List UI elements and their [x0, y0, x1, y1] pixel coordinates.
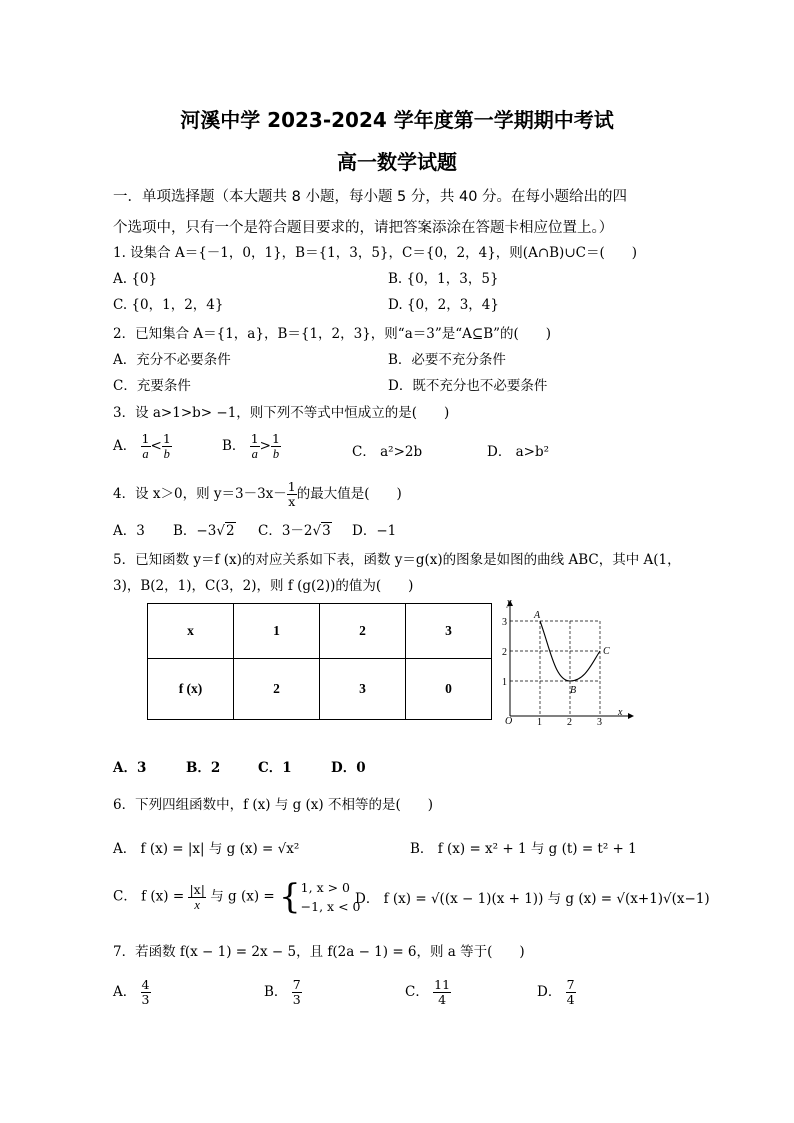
exam-subtitle: 高一数学试题: [337, 150, 457, 174]
table-cell: 0: [406, 659, 492, 720]
grid-lines: [510, 621, 600, 716]
x-tick-label: 1: [537, 717, 542, 726]
q2-option-d: D．既不充分也不必要条件: [388, 378, 548, 394]
point-a-label: A: [534, 610, 541, 621]
q7-option-a: A． $\frac{4}{3}$: [113, 977, 150, 1007]
q5-option-d: D．0: [331, 760, 366, 776]
q1-stem: 1. 设集合 A＝{－1，0，1}，B＝{1，3，5}，C＝{0，2，4}，则(A∩B)∪C＝( ): [113, 245, 637, 261]
q2-option-c: C．充要条件: [113, 378, 191, 394]
x-tick-label: 2: [567, 717, 572, 726]
q4-option-c: C．3－2√3: [258, 523, 331, 539]
q6-option-c: C． f (x) = $\frac{|x|}{x}$ 与 g (x) = { 1, x > 0 −1, x < 0: [113, 877, 361, 917]
q3-option-b: B． $\frac{1}{a}$ > $\frac{1}{b}$: [222, 431, 280, 461]
table-cell: 2: [234, 659, 320, 720]
q2-option-b: B．必要不充分条件: [388, 352, 506, 368]
y-tick-label: 2: [502, 647, 507, 658]
q6-option-d: D． f (x) = √((x − 1)(x + 1)) 与 g (x) = √(x+1)√(x−1): [355, 891, 710, 907]
q3-stem: 3．设 a>1>b> −1，则下列不等式中恒成立的是( ): [113, 405, 450, 421]
table-cell: f (x): [148, 659, 234, 720]
q6-stem: 6．下列四组函数中，f (x) 与 g (x) 不相等的是( ): [113, 797, 434, 813]
q7-option-b: B． $\frac{7}{3}$: [264, 977, 301, 1007]
y-tick-label: 1: [502, 677, 507, 688]
q1-option-b: B. {0，1，3，5}: [388, 271, 499, 287]
q2-stem: 2．已知集合 A＝{1，a}，B＝{1，2，3}，则“a＝3”是“A⊆B”的( ): [113, 326, 552, 342]
y-axis-label: y: [507, 598, 512, 608]
table-cell: 2: [320, 604, 406, 659]
q5-stem-line2: 3)，B(2，1)，C(3，2)，则 f (g(2))的值为( ): [113, 578, 414, 594]
table-cell: x: [148, 604, 234, 659]
table-row: [148, 659, 492, 720]
q3-option-d: D． a>b²: [487, 444, 550, 460]
q4-option-b: B．−3√2: [173, 523, 235, 539]
q4-stem: 4．设 x＞0，则 y＝3－3x－ $\frac{1}{x}$ 的最大值是( ): [113, 479, 402, 509]
q3-option-c: C． a²>2b: [352, 444, 423, 460]
q1-option-d: D. {0，2，3，4}: [388, 297, 499, 313]
table-cell: 1: [234, 604, 320, 659]
q2-option-a: A．充分不必要条件: [113, 352, 231, 368]
q1-option-a: A. {0}: [113, 271, 158, 287]
q6-option-b: B． f (x) = x² + 1 与 g (t) = t² + 1: [410, 841, 637, 857]
x-tick-label: 3: [597, 717, 602, 726]
x-axis-arrow-icon: [628, 713, 634, 719]
q5-option-c: C．1: [258, 760, 292, 776]
section-heading-line1: 一．单项选择题（本大题共 8 小题，每小题 5 分，共 40 分。在每小题给出的四: [113, 189, 628, 205]
q6-option-a: A． f (x) = |x| 与 g (x) = √x²: [113, 841, 300, 857]
q5-graph: [500, 598, 635, 726]
origin-label: O: [505, 716, 513, 726]
point-c-label: C: [603, 646, 610, 657]
q7-stem: 7．若函数 f(x − 1) = 2x − 5，且 f(2a − 1) = 6，则 a 等于( ): [113, 944, 525, 960]
x-axis-label: x: [618, 707, 623, 718]
q7-option-d: D． $\frac{7}{4}$: [537, 977, 575, 1007]
q5-function-table: [147, 603, 492, 720]
q5-option-b: B．2: [186, 760, 221, 776]
y-tick-label: 3: [502, 617, 507, 628]
exam-title: 河溪中学 2023-2024 学年度第一学期期中考试: [180, 108, 614, 132]
q5-stem-line1: 5．已知函数 y＝f (x)的对应关系如下表，函数 y＝g(x)的图象是如图的曲线 ABC，其中 A(1，: [113, 552, 681, 568]
q1-option-c: C. {0，1，2，4}: [113, 297, 224, 313]
q4-option-d: D．−1: [352, 523, 397, 539]
point-b-label: B: [570, 685, 577, 696]
table-cell: 3: [320, 659, 406, 720]
q5-option-a: A．3: [113, 760, 147, 776]
section-heading-line2: 个选项中，只有一个是符合题目要求的，请把答案添涂在答题卡相应位置上。）: [113, 220, 614, 236]
table-cell: 3: [406, 604, 492, 659]
q7-option-c: C． $\frac{11}{4}$: [405, 977, 451, 1007]
table-row: [148, 604, 492, 659]
q4-option-a: A．3: [113, 523, 145, 539]
q3-option-a: A． $\frac{1}{a}$ < $\frac{1}{b}$: [113, 431, 171, 461]
